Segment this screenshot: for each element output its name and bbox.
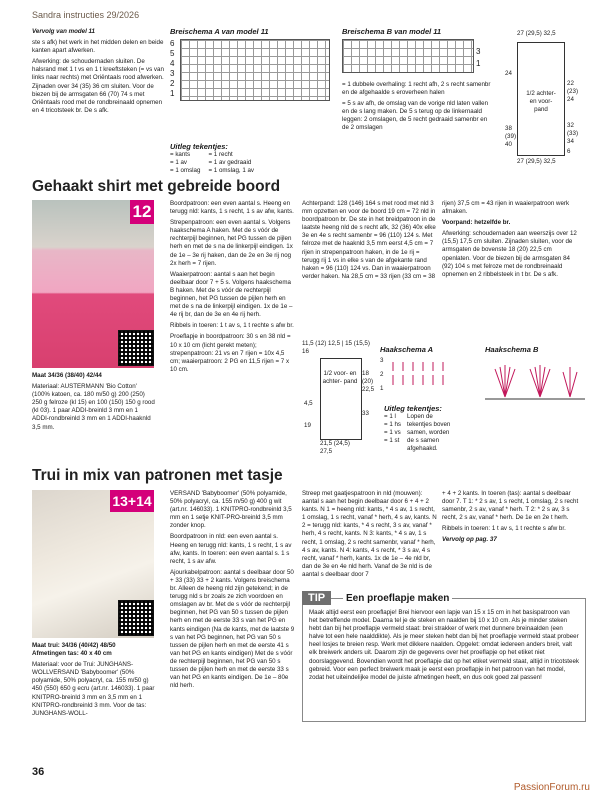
section1-maat: Maat 34/36 (38/40) 42/44 — [32, 372, 102, 379]
shirt-left-2: 19 — [304, 422, 311, 429]
size-center-label: 1/2 achter- en voor- pand — [526, 90, 556, 114]
section2-materials — [32, 642, 156, 721]
chart-a-row-1: 1 — [170, 89, 175, 98]
shirt-size-top: 11,5 (12) 12,5 | 15 (15,5) 16 — [302, 340, 370, 356]
section1-col3 — [302, 200, 437, 284]
crochet-b-symbols — [485, 357, 585, 407]
tip-title: Een proeflapje maken — [343, 593, 452, 604]
s1-voorpand: Voorpand: hetzelfde br. — [442, 219, 511, 227]
section1-col4 — [442, 200, 582, 282]
size-left-24: 24 — [505, 70, 512, 77]
s1-waaierpatroon: Waaierpatroon: aantal s aan het begin deelbaar door 7 + 5 s. Volgens haakschema B haken. Met de s vóór de rechterpijl beginnen, het PG tussen de pijlen herh en met de s na de linkerpijl eindigen. 1x de 1e – 4e rij br, dan de 3e en 4e rij herh. — [170, 270, 293, 319]
s2-vervolg: Vervolg op pag. 37 — [442, 536, 497, 544]
chart-b-note-1: = 1 dubbele overhaling: 1 recht afh, 2 s recht samenbr en de afgehaalde s eroverheen halen — [342, 81, 491, 97]
size-right-22: 22 (23) 24 — [567, 80, 579, 104]
shirt-left-1: 4,5 — [304, 400, 313, 407]
legend-item-kants: = kants — [170, 151, 191, 159]
chart-a-row-4: 4 — [170, 59, 175, 68]
watermark: PassionForum.ru — [513, 782, 590, 793]
model-number-12: 12 — [130, 200, 154, 224]
qr-code-icon-2[interactable] — [118, 600, 154, 636]
legend-item-av-gedraaid: = 1 av gedraaid — [208, 159, 252, 167]
chart-a-row-2: 2 — [170, 79, 175, 88]
legend-crochet — [384, 405, 494, 454]
chart-a-row-6: 6 — [170, 39, 175, 48]
section1-materiaal: Materiaal: AUSTERMANN 'Bio Cotton' (100% katoen, ca. 180 m/50 g) 200 (250) 250 g felroze (kl 15) en 100 (150) 150 g rood (kl 03). 1 paar ADDI-breinld 3 mm en 1 ADDI-rondbreinld 3 mm en 1 ADDI-haaknld 3,5 mm. — [32, 383, 155, 431]
tip-tag: TIP — [302, 591, 331, 605]
shirt-right-1: 18 (20) 22,5 — [362, 370, 375, 394]
section1-materials — [32, 372, 156, 435]
continued-label: Vervolg van model 11 — [32, 28, 95, 35]
top-paragraph-1: ste s afk) het werk in het midden delen en beide kanten apart afwerken. — [32, 39, 164, 55]
s2-boordpatroon: Boordpatroon in nld: een even aantal s. Heeng en terugg nld: kants, 1 s recht, 1 s av afw, kants. In toeren: een even aantal s. 1 s recht, 1 s av afw. — [170, 533, 292, 565]
crochet-a-row-2: 2 — [380, 371, 384, 379]
legend-vs: = 1 vs — [384, 429, 401, 437]
chart-b-row-1: 1 — [476, 59, 481, 68]
knitting-chart-a — [170, 27, 332, 98]
section2-col2 — [170, 490, 295, 693]
legend-item-av: = 1 av — [170, 159, 188, 167]
chart-b-title: Breischema B van model 11 — [342, 27, 442, 36]
s1-col4-1: rijen) 37,5 cm = 43 rijen in waaierpatroon werk afmaken. — [442, 200, 570, 216]
chart-b-row-3: 3 — [476, 47, 481, 56]
legend-item-omslag-av: = 1 omslag, 1 av — [208, 167, 255, 175]
s2-ajourkabel: Ajourkabelpatroon: aantal s deelbaar door 50 + 33 (33) 33 + 2 kants. Volgens breischema br. Alleen de heeng nld zijn getekend; in de terugg nld s br zoals ze zich voordoen en omslagen av br. Met de s vóór de rechterpijl beginnen, het PG van 50 s tussen de pijlen herh en met de eerste 33 s van het PG en kants eindigen (Na de kants, met de laatste 9 s van het PG beginnen, het PG van 50 s tussen de pijlen herh en met de eerste 41 s van het PG en kants eindigen) Met de s vóór de rechterpijl beginnen, het PG van 50 s tussen de pijlen herh en met de eerste 33 s van het PG en kants eindigen. De 1e – 80e nld herh. — [170, 568, 295, 690]
s1-afwerking: Afwerking: schoudernaden aan weerszijs over 12 (15,5) 17,5 cm sluiten. Zijnaden sluiten, voor de armsgaten de bovenste 18 (20) 22,5 cm openlaten. Voor de biezen bij de armsgaten 84 (92) 104 s met felroze met de rondbreinaald opnemen en 2 ribbelsteek in t br. De s afk. — [442, 230, 577, 278]
chart-a-grid — [180, 39, 330, 101]
tip-box — [302, 592, 586, 722]
size-left-38: 38 (39) 40 — [505, 125, 517, 149]
size-top-width: 27 (29,5) 32,5 — [517, 30, 556, 37]
section2-afmetingen: Afmetingen tas: 40 x 40 cm — [32, 650, 112, 658]
s1-achterpand: Achterpand: 128 (146) 164 s met rood met nld 3 mm opzetten en voor de boord 19 cm = 72 nld in boordpatroon br. De ste in het breidpatroon in de laatste heeng nld de s recht afk, 32 (36) 40x elke 3e en 4e s recht samenbr = 96 (110) 124 s. Met felroze met de haaknld 3,5 mm eerst 4,5 cm = 7 rijen in strepenpatroon haken, in de 1e rij = terugg rij 1 vs in elke s van de afgekante rand haken = 96 (110) 124 vs. Dan in waaierpatroon verder haken. Na 28,5 cm = 33 rijen (33 cm = 38 — [302, 200, 436, 280]
section2-maat: Maat trui: 34/36 (40/42) 48/50 — [32, 642, 116, 649]
section1-title: Gehaakt shirt met gebreide boord — [32, 178, 281, 195]
section1-col2 — [170, 200, 295, 377]
section2-col4 — [442, 490, 582, 548]
s1-strepenpatroon: Strepenpatroon: een even aantal s. Volgens haakschema A haken. Met de s vóór de rechterpijl beginnen, het PG tussen de pijlen herh en met de s na de linkerpijl eindigen. 1x de 1e – 3e rij haken, dan de 2e en 3e rij nog 2x herh = 7 rijen. — [170, 219, 293, 267]
legend-item-recht: = 1 recht — [208, 151, 233, 159]
shirt-right-2: 33 — [362, 410, 369, 417]
legend-hs: = 1 hs — [384, 421, 402, 429]
crochet-chart-a — [380, 345, 480, 393]
chart-a-row-5: 5 — [170, 49, 175, 58]
section2-col3 — [302, 490, 437, 582]
top-left-column — [32, 28, 166, 118]
legend-item-omslag: = 1 omslag — [170, 167, 201, 175]
shirt-center-label: 1/2 voor- en achter- pand — [322, 370, 358, 386]
legend-top — [170, 143, 336, 175]
size-schematic-shirt — [302, 340, 374, 458]
shirt-bottom-1: 21,5 (24,5) 27,5 — [320, 440, 350, 456]
crochet-a-symbols — [388, 357, 458, 391]
page-number: 36 — [32, 766, 45, 778]
size-right-32: 32 (33) 34 — [567, 122, 579, 146]
qr-code-icon[interactable] — [118, 330, 154, 366]
crochet-b-title: Haakschema B — [485, 345, 539, 354]
magazine-header: Sandra instructies 29/2026 — [32, 10, 140, 20]
legend-st: = 1 st — [384, 437, 400, 445]
section2-materiaal: Materiaal: voor de Trui: JUNGHANS-WOLLVERSAND 'Babyboomer' (50% polyamide, 50% polyacryl, ca. 155 m/50 g) 450 (550) 650 g ecru (art.nr. 146033). 1 paar KNITPRO-breinld 3 mm en 3,5 mm en 1 KNITPRO-rondbreinld 3 mm. Voor de tas: JUNGHANS-WOLL- — [32, 661, 155, 717]
legend-top-title: Uitleg tekentjes: — [170, 142, 228, 151]
tip-text: Maak altijd eerst een proeflapje! Brei hiervoor een lapje van 15 x 15 cm in het basispatroon van het betreffende model. Daarna tel je de steken en naalden bij 10 x 10 cm. Als je minder steken hebt dan bij het proeflapje vermeld staat: brei strakker of werk met dunnere breinaalden (een halve tot een hele naalddikte). Als je meer steken hebt dan bij het proeflapje vermeld staat probeer heel losjes te breien resp. Werk met dikkere naalden. Opgelet: omdat iedereen anders breit, valt elk breiwerk anders uit. Daarom zijn de gegevens over het proeflapje op het etiket niet doorslaggevend. Bovendien wordt het proeflapje dat op het etiket vermeld staat, altijd in tricotsteek gebreid. Voor een perfect breiwerk maak je eerst een proeflapje in het patroon van het model, zodat het uiteindelijke model de juiste afmetingen heeft, en dus ook goed zal passen! — [309, 609, 580, 681]
crochet-a-title: Haakschema A — [380, 345, 434, 354]
chart-a-row-3: 3 — [170, 69, 175, 78]
s1-boordpatroon: Boordpatroon: een even aantal s. Heeng en terugg nld: kants, 1 s recht, 1 s av afw, kants. — [170, 200, 294, 216]
knitting-chart-b — [342, 27, 502, 132]
s1-proeflapje: Proeflapje in boordpatroon: 30 s en 38 nld = 10 x 10 cm (licht gerekt meten); strepenpatroon: 21 vs en 7 rijen = 10x 4,5 cm; waaierpatroon: 2 PG en 11,5 rijen = 7 x 10 cm. — [170, 333, 291, 373]
size-schematic-top — [505, 30, 585, 170]
section2-title: Trui in mix van patronen met tasje — [32, 467, 283, 484]
legend-note: Lopen de tekentjes boven samen, worden de s samen afgehaakd. — [407, 413, 451, 453]
chart-b-grid — [342, 39, 474, 73]
chart-a-title: Breischema A van model 11 — [170, 27, 269, 36]
size-right-6: 6 — [567, 148, 571, 155]
legend-l: = 1 l — [384, 413, 396, 421]
s2-streep: Streep met gaatjespatroon in nld (mouwen): aantal s aan het begin deelbaar door 6 + 4 + 2 kants. N 1 = heeng nld: kants, * 4 s av, 1 s recht, 1 omslag, 1 s recht, vanaf * herh, 4 s av, kants. N 2 = terugg nld: kants, * 4 s recht, 3 s av, vanaf * herh, 4 s recht, kants. N 3: kants, * 4 s av, 1 s recht, 1 omslag, 2 s recht samenbr, vanaf * herh, 4 s av, kants. N 4: kants, 4 s recht, * 3 s av, 4 s recht, vanaf * herh, kants. 1x de 1e – 4e nld br, dan de 3e en 4e nld herh. Vanaf de 3e nld is de aantal s deelbaar door 7 — [302, 490, 437, 578]
model-number-13-14: 13+14 — [110, 490, 154, 512]
crochet-a-row-3: 3 — [380, 357, 384, 364]
top-paragraph-2: Afwerking: de schoudernaden sluiten. De halsrand met 1 t vs en 1 t kreeftsteken (= vs van links naar rechts) met Oriëntaals rood afwerken. Zijnaden over 34 (35) 36 cm sluiten. Voor de biezen bij de armsgaten 66 (70) 74 s met Oriëntaals rood met de rondbreinaald opnemen en 4 tricotsteek br. De s afk. — [32, 58, 164, 114]
chart-b-note-2: = 5 s av afh, de omslag van de vorige nld laten vallen en de s lang maken. De 5 s terug op de linkernaald leggen: 2 omslagen, de 5 recht gedraaid samenbr en de 2 omslagen — [342, 100, 489, 132]
s2-col4-1: + 4 + 2 kants. In toeren (tas): aantal s deelbaar door 7. T 1: * 2 s av, 1 s recht, 1 omslag, 2 s recht samenbr, 2 s av, vanaf * herh. T 2: * 2 s av, 3 s recht, 2 s av, vanaf * herh. De 1e en 2e t herh. — [442, 490, 579, 522]
s1-ribbels: Ribbels in toeren: 1 t av s, 1 t rechte s afw br. — [170, 322, 294, 330]
s2-ribbels: Ribbels in toeren: 1 t av s, 1 t rechte s afw br. — [442, 525, 566, 533]
crochet-chart-b — [485, 345, 585, 354]
crochet-a-row-1: 1 — [380, 385, 384, 393]
size-bottom-width: 27 (29,5) 32,5 — [517, 158, 556, 165]
legend-crochet-title: Uitleg tekentjes: — [384, 404, 442, 413]
s2-versand: VERSAND 'Babyboomer' (50% polyamide, 50% polyacryl, ca. 155 m/50 g) 400 g wit (art.nr. 146033). 1 KNITPRO-rondbreinld 3,5 mm en 1 setje KNIT-PRO-breinld 3,5 mm zonder knop. — [170, 490, 292, 530]
